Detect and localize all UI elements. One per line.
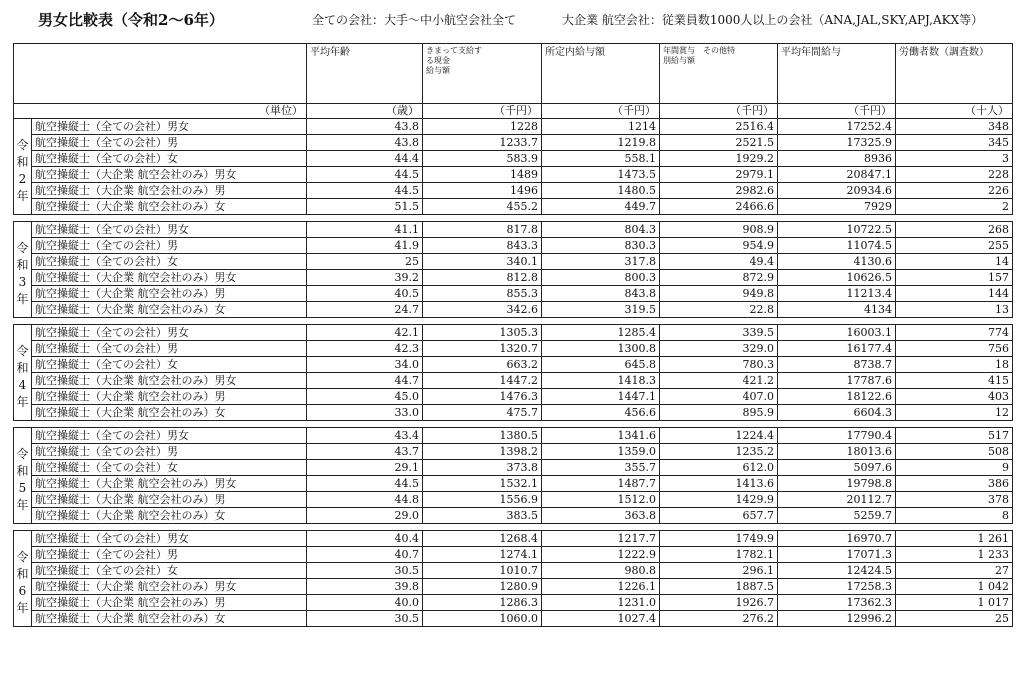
value-cell: 378 <box>896 492 1013 508</box>
column-header: 平均年齢 <box>307 44 423 104</box>
header-blank <box>14 44 307 104</box>
value-cell: 386 <box>896 476 1013 492</box>
gap-cell <box>14 421 1013 428</box>
value-cell: 8936 <box>778 151 896 167</box>
era-label: 令 和 4 年 <box>14 325 32 421</box>
note-all-companies: 全ての会社：大手〜中小航空会社全て <box>312 13 517 27</box>
column-header: 所定内給与額 <box>542 44 660 104</box>
unit-cell: （千円） <box>423 104 542 119</box>
table-row <box>14 135 1013 151</box>
table-row <box>14 254 1013 270</box>
value-cell: 1235.2 <box>660 444 778 460</box>
value-cell: 255 <box>896 238 1013 254</box>
table-row <box>14 151 1013 167</box>
value-cell: 42.1 <box>307 325 423 341</box>
value-cell: 2979.1 <box>660 167 778 183</box>
value-cell: 363.8 <box>542 508 660 524</box>
value-cell: 17252.4 <box>778 119 896 135</box>
value-cell: 12996.2 <box>778 611 896 627</box>
value-cell: 7929 <box>778 199 896 215</box>
value-cell: 319.5 <box>542 302 660 318</box>
row-label: 航空操縦士（大企業 航空会社のみ）男 <box>32 389 307 405</box>
value-cell: 8738.7 <box>778 357 896 373</box>
value-cell: 276.2 <box>660 611 778 627</box>
era-label: 令 和 3 年 <box>14 222 32 318</box>
value-cell: 40.4 <box>307 531 423 547</box>
value-cell: 20112.7 <box>778 492 896 508</box>
row-label: 航空操縦士（全ての会社）男女 <box>32 119 307 135</box>
value-cell: 43.8 <box>307 135 423 151</box>
value-cell: 339.5 <box>660 325 778 341</box>
table-row <box>14 238 1013 254</box>
value-cell: 1214 <box>542 119 660 135</box>
value-cell: 645.8 <box>542 357 660 373</box>
value-cell: 1782.1 <box>660 547 778 563</box>
value-cell: 1231.0 <box>542 595 660 611</box>
value-cell: 1887.5 <box>660 579 778 595</box>
value-cell: 17071.3 <box>778 547 896 563</box>
value-cell: 27 <box>896 563 1013 579</box>
value-cell: 17258.3 <box>778 579 896 595</box>
value-cell: 1286.3 <box>423 595 542 611</box>
value-cell: 348 <box>896 119 1013 135</box>
value-cell: 373.8 <box>423 460 542 476</box>
value-cell: 39.2 <box>307 270 423 286</box>
value-cell: 843.3 <box>423 238 542 254</box>
row-label: 航空操縦士（全ての会社）男 <box>32 341 307 357</box>
era-label: 令 和 5 年 <box>14 428 32 524</box>
value-cell: 403 <box>896 389 1013 405</box>
value-cell: 12 <box>896 405 1013 421</box>
value-cell: 1447.1 <box>542 389 660 405</box>
value-cell: 657.7 <box>660 508 778 524</box>
note-large-companies: 大企業 航空会社：従業員数1000人以上の会社（ANA,JAL,SKY,APJ,AKX等） <box>562 13 984 27</box>
era-label: 令 和 6 年 <box>14 531 32 627</box>
column-header: 年間賞与 その他特 別給与額 <box>660 44 778 104</box>
table-row <box>14 286 1013 302</box>
value-cell: 383.5 <box>423 508 542 524</box>
value-cell: 949.8 <box>660 286 778 302</box>
table-row <box>14 611 1013 627</box>
unit-cell: （千円） <box>660 104 778 119</box>
value-cell: 44.8 <box>307 492 423 508</box>
value-cell: 2521.5 <box>660 135 778 151</box>
row-label: 航空操縦士（大企業 航空会社のみ）男 <box>32 183 307 199</box>
value-cell: 29.1 <box>307 460 423 476</box>
value-cell: 1305.3 <box>423 325 542 341</box>
value-cell: 16970.7 <box>778 531 896 547</box>
value-cell: 872.9 <box>660 270 778 286</box>
table-row <box>14 476 1013 492</box>
value-cell: 1228 <box>423 119 542 135</box>
value-cell: 45.0 <box>307 389 423 405</box>
value-cell: 475.7 <box>423 405 542 421</box>
value-cell: 1285.4 <box>542 325 660 341</box>
value-cell: 1010.7 <box>423 563 542 579</box>
row-label: 航空操縦士（大企業 航空会社のみ）男 <box>32 492 307 508</box>
value-cell: 1 233 <box>896 547 1013 563</box>
row-label: 航空操縦士（全ての会社）男女 <box>32 428 307 444</box>
value-cell: 19798.8 <box>778 476 896 492</box>
table-row <box>14 508 1013 524</box>
value-cell: 340.1 <box>423 254 542 270</box>
value-cell: 16003.1 <box>778 325 896 341</box>
row-label: 航空操縦士（全ての会社）女 <box>32 563 307 579</box>
row-label: 航空操縦士（全ての会社）女 <box>32 254 307 270</box>
value-cell: 830.3 <box>542 238 660 254</box>
row-label: 航空操縦士（全ての会社）男女 <box>32 222 307 238</box>
row-label: 航空操縦士（大企業 航空会社のみ）男女 <box>32 373 307 389</box>
value-cell: 43.4 <box>307 428 423 444</box>
value-cell: 1060.0 <box>423 611 542 627</box>
value-cell: 517 <box>896 428 1013 444</box>
value-cell: 1512.0 <box>542 492 660 508</box>
value-cell: 1929.2 <box>660 151 778 167</box>
value-cell: 1280.9 <box>423 579 542 595</box>
row-label: 航空操縦士（全ての会社）男 <box>32 444 307 460</box>
table-row <box>14 460 1013 476</box>
value-cell: 342.6 <box>423 302 542 318</box>
row-label: 航空操縦士（大企業 航空会社のみ）男女 <box>32 476 307 492</box>
value-cell: 11074.5 <box>778 238 896 254</box>
value-cell: 226 <box>896 183 1013 199</box>
value-cell: 1341.6 <box>542 428 660 444</box>
value-cell: 456.6 <box>542 405 660 421</box>
value-cell: 1487.7 <box>542 476 660 492</box>
column-header: きまって支給す る現金 給与額 <box>423 44 542 104</box>
header-row <box>14 44 1013 104</box>
value-cell: 663.2 <box>423 357 542 373</box>
value-cell: 2466.6 <box>660 199 778 215</box>
value-cell: 5097.6 <box>778 460 896 476</box>
value-cell: 908.9 <box>660 222 778 238</box>
value-cell: 774 <box>896 325 1013 341</box>
value-cell: 5259.7 <box>778 508 896 524</box>
value-cell: 39.8 <box>307 579 423 595</box>
table-row <box>14 302 1013 318</box>
table-row <box>14 444 1013 460</box>
value-cell: 17790.4 <box>778 428 896 444</box>
value-cell: 558.1 <box>542 151 660 167</box>
value-cell: 49.4 <box>660 254 778 270</box>
value-cell: 42.3 <box>307 341 423 357</box>
table-row <box>14 547 1013 563</box>
value-cell: 12424.5 <box>778 563 896 579</box>
unit-row <box>14 104 1013 119</box>
row-label: 航空操縦士（大企業 航空会社のみ）女 <box>32 302 307 318</box>
value-cell: 421.2 <box>660 373 778 389</box>
value-cell: 780.3 <box>660 357 778 373</box>
value-cell: 144 <box>896 286 1013 302</box>
value-cell: 20847.1 <box>778 167 896 183</box>
table-row <box>14 270 1013 286</box>
value-cell: 1 042 <box>896 579 1013 595</box>
table-row <box>14 373 1013 389</box>
value-cell: 1268.4 <box>423 531 542 547</box>
value-cell: 34.0 <box>307 357 423 373</box>
value-cell: 41.1 <box>307 222 423 238</box>
value-cell: 1 261 <box>896 531 1013 547</box>
group-gap <box>14 421 1013 428</box>
row-label: 航空操縦士（大企業 航空会社のみ）女 <box>32 508 307 524</box>
value-cell: 3 <box>896 151 1013 167</box>
value-cell: 1749.9 <box>660 531 778 547</box>
row-label: 航空操縦士（全ての会社）男女 <box>32 531 307 547</box>
value-cell: 1320.7 <box>423 341 542 357</box>
group-gap <box>14 524 1013 531</box>
table-row <box>14 357 1013 373</box>
value-cell: 1926.7 <box>660 595 778 611</box>
value-cell: 1233.7 <box>423 135 542 151</box>
row-label: 航空操縦士（全ての会社）女 <box>32 460 307 476</box>
value-cell: 800.3 <box>542 270 660 286</box>
value-cell: 980.8 <box>542 563 660 579</box>
page-title: 男女比較表（令和2〜6年） <box>38 11 224 29</box>
table-row <box>14 428 1013 444</box>
value-cell: 20934.6 <box>778 183 896 199</box>
value-cell: 43.7 <box>307 444 423 460</box>
value-cell: 415 <box>896 373 1013 389</box>
value-cell: 6604.3 <box>778 405 896 421</box>
value-cell: 1217.7 <box>542 531 660 547</box>
value-cell: 843.8 <box>542 286 660 302</box>
value-cell: 1219.8 <box>542 135 660 151</box>
value-cell: 2982.6 <box>660 183 778 199</box>
table-row <box>14 389 1013 405</box>
value-cell: 355.7 <box>542 460 660 476</box>
value-cell: 812.8 <box>423 270 542 286</box>
value-cell: 329.0 <box>660 341 778 357</box>
value-cell: 317.8 <box>542 254 660 270</box>
value-cell: 954.9 <box>660 238 778 254</box>
row-label: 航空操縦士（全ての会社）男 <box>32 238 307 254</box>
unit-cell: （歳） <box>307 104 423 119</box>
value-cell: 296.1 <box>660 563 778 579</box>
value-cell: 817.8 <box>423 222 542 238</box>
value-cell: 268 <box>896 222 1013 238</box>
value-cell: 804.3 <box>542 222 660 238</box>
row-label: 航空操縦士（全ての会社）女 <box>32 151 307 167</box>
table-row <box>14 492 1013 508</box>
value-cell: 1222.9 <box>542 547 660 563</box>
unit-cell: （千円） <box>542 104 660 119</box>
table-row <box>14 595 1013 611</box>
value-cell: 583.9 <box>423 151 542 167</box>
value-cell: 30.5 <box>307 611 423 627</box>
value-cell: 1413.6 <box>660 476 778 492</box>
value-cell: 895.9 <box>660 405 778 421</box>
value-cell: 1429.9 <box>660 492 778 508</box>
table-row <box>14 199 1013 215</box>
value-cell: 18013.6 <box>778 444 896 460</box>
unit-cell: （十人） <box>896 104 1013 119</box>
row-label: 航空操縦士（大企業 航空会社のみ）男女 <box>32 270 307 286</box>
table-row <box>14 325 1013 341</box>
value-cell: 18 <box>896 357 1013 373</box>
value-cell: 16177.4 <box>778 341 896 357</box>
row-label: 航空操縦士（大企業 航空会社のみ）女 <box>32 199 307 215</box>
row-label: 航空操縦士（大企業 航空会社のみ）男女 <box>32 579 307 595</box>
value-cell: 1359.0 <box>542 444 660 460</box>
value-cell: 1532.1 <box>423 476 542 492</box>
row-label: 航空操縦士（全ての会社）女 <box>32 357 307 373</box>
value-cell: 2516.4 <box>660 119 778 135</box>
value-cell: 4130.6 <box>778 254 896 270</box>
group-gap <box>14 215 1013 222</box>
row-label: 航空操縦士（全ての会社）男 <box>32 547 307 563</box>
value-cell: 40.0 <box>307 595 423 611</box>
table-row <box>14 222 1013 238</box>
value-cell: 1226.1 <box>542 579 660 595</box>
table-row <box>14 563 1013 579</box>
value-cell: 29.0 <box>307 508 423 524</box>
value-cell: 1418.3 <box>542 373 660 389</box>
value-cell: 24.7 <box>307 302 423 318</box>
value-cell: 13 <box>896 302 1013 318</box>
table-row <box>14 183 1013 199</box>
value-cell: 1489 <box>423 167 542 183</box>
value-cell: 44.7 <box>307 373 423 389</box>
value-cell: 11213.4 <box>778 286 896 302</box>
column-header: 平均年間給与 <box>778 44 896 104</box>
column-header: 労働者数（調査数） <box>896 44 1013 104</box>
value-cell: 455.2 <box>423 199 542 215</box>
value-cell: 855.3 <box>423 286 542 302</box>
value-cell: 9 <box>896 460 1013 476</box>
value-cell: 1027.4 <box>542 611 660 627</box>
value-cell: 612.0 <box>660 460 778 476</box>
value-cell: 1398.2 <box>423 444 542 460</box>
value-cell: 1476.3 <box>423 389 542 405</box>
row-label: 航空操縦士（大企業 航空会社のみ）男 <box>32 595 307 611</box>
table-row <box>14 119 1013 135</box>
value-cell: 1447.2 <box>423 373 542 389</box>
value-cell: 508 <box>896 444 1013 460</box>
value-cell: 44.5 <box>307 183 423 199</box>
row-label: 航空操縦士（大企業 航空会社のみ）男女 <box>32 167 307 183</box>
value-cell: 4134 <box>778 302 896 318</box>
value-cell: 157 <box>896 270 1013 286</box>
value-cell: 17362.3 <box>778 595 896 611</box>
value-cell: 2 <box>896 199 1013 215</box>
value-cell: 40.7 <box>307 547 423 563</box>
unit-cell: （千円） <box>778 104 896 119</box>
row-label: 航空操縦士（大企業 航空会社のみ）女 <box>32 611 307 627</box>
unit-label: （単位） <box>14 104 307 119</box>
value-cell: 8 <box>896 508 1013 524</box>
value-cell: 10626.5 <box>778 270 896 286</box>
table-row <box>14 531 1013 547</box>
value-cell: 228 <box>896 167 1013 183</box>
value-cell: 17787.6 <box>778 373 896 389</box>
value-cell: 1496 <box>423 183 542 199</box>
gap-cell <box>14 524 1013 531</box>
value-cell: 17325.9 <box>778 135 896 151</box>
value-cell: 14 <box>896 254 1013 270</box>
table-row <box>14 579 1013 595</box>
row-label: 航空操縦士（全ての会社）男 <box>32 135 307 151</box>
value-cell: 30.5 <box>307 563 423 579</box>
value-cell: 18122.6 <box>778 389 896 405</box>
comparison-table <box>13 43 1013 627</box>
value-cell: 44.5 <box>307 167 423 183</box>
value-cell: 41.9 <box>307 238 423 254</box>
value-cell: 756 <box>896 341 1013 357</box>
value-cell: 22.8 <box>660 302 778 318</box>
value-cell: 1274.1 <box>423 547 542 563</box>
group-gap <box>14 318 1013 325</box>
value-cell: 43.8 <box>307 119 423 135</box>
value-cell: 25 <box>307 254 423 270</box>
table-row <box>14 405 1013 421</box>
value-cell: 1473.5 <box>542 167 660 183</box>
value-cell: 44.4 <box>307 151 423 167</box>
row-label: 航空操縦士（大企業 航空会社のみ）男 <box>32 286 307 302</box>
table-row <box>14 341 1013 357</box>
row-label: 航空操縦士（大企業 航空会社のみ）女 <box>32 405 307 421</box>
value-cell: 1380.5 <box>423 428 542 444</box>
value-cell: 33.0 <box>307 405 423 421</box>
value-cell: 40.5 <box>307 286 423 302</box>
gap-cell <box>14 318 1013 325</box>
value-cell: 1556.9 <box>423 492 542 508</box>
value-cell: 25 <box>896 611 1013 627</box>
value-cell: 10722.5 <box>778 222 896 238</box>
value-cell: 51.5 <box>307 199 423 215</box>
value-cell: 407.0 <box>660 389 778 405</box>
value-cell: 1300.8 <box>542 341 660 357</box>
value-cell: 1480.5 <box>542 183 660 199</box>
value-cell: 345 <box>896 135 1013 151</box>
value-cell: 1224.4 <box>660 428 778 444</box>
value-cell: 44.5 <box>307 476 423 492</box>
value-cell: 449.7 <box>542 199 660 215</box>
era-label: 令 和 2 年 <box>14 119 32 215</box>
gap-cell <box>14 215 1013 222</box>
table-row <box>14 167 1013 183</box>
row-label: 航空操縦士（全ての会社）男女 <box>32 325 307 341</box>
value-cell: 1 017 <box>896 595 1013 611</box>
